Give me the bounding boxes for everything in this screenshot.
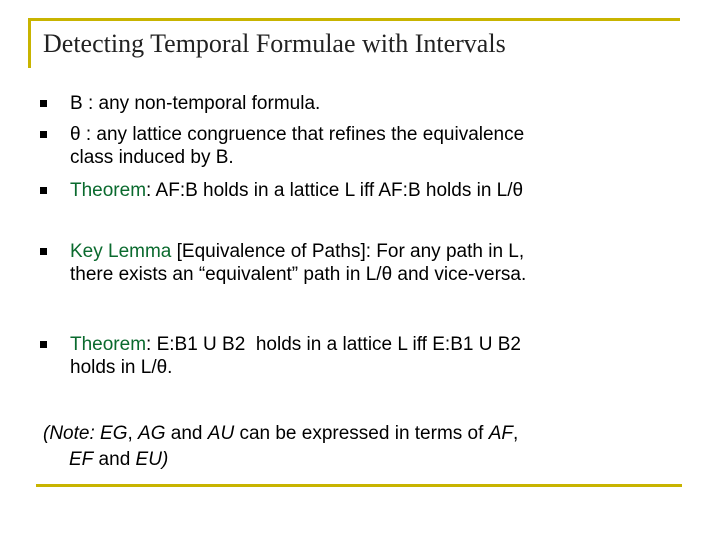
title-frame-left-rule bbox=[28, 18, 31, 68]
note-open: (Note: bbox=[43, 423, 101, 444]
lemma-statement: [Equivalence of Paths]: For any path in L, bbox=[171, 241, 525, 262]
square-bullet-icon bbox=[40, 341, 47, 348]
note-eg: EG bbox=[100, 423, 128, 444]
square-bullet-icon bbox=[40, 100, 47, 107]
lemma-statement-line2: there exists an “equivalent” path in L/θ and vice-versa. bbox=[70, 264, 527, 285]
note-au: AU bbox=[207, 423, 235, 444]
theorem-statement-line2: holds in L/θ. bbox=[70, 357, 173, 378]
square-bullet-icon bbox=[40, 187, 47, 194]
note-and: and bbox=[93, 449, 136, 470]
note-ag: AG bbox=[138, 423, 166, 444]
bullet-text bbox=[70, 123, 680, 169]
theorem-statement: : AF:B holds in a lattice L iff AF:B holds in L/θ bbox=[146, 180, 524, 201]
slide-title: Detecting Temporal Formulae with Intervals bbox=[43, 29, 506, 58]
note-line2 bbox=[43, 449, 168, 470]
note-comma: , bbox=[512, 423, 519, 444]
theorem-label: Theorem bbox=[70, 180, 147, 201]
lemma-label: Key Lemma bbox=[70, 241, 172, 262]
closing-note bbox=[43, 421, 683, 473]
note-close: ) bbox=[161, 449, 169, 470]
note-eu: EU bbox=[135, 449, 162, 470]
square-bullet-icon bbox=[40, 131, 47, 138]
note-separator: , bbox=[127, 423, 139, 444]
bullet-text bbox=[70, 92, 680, 115]
note-middle-text: can be expressed in terms of bbox=[234, 423, 489, 444]
note-af: AF bbox=[488, 423, 513, 444]
theorem-label: Theorem bbox=[70, 334, 147, 355]
bullet-text bbox=[70, 179, 680, 202]
bullet-line: θ : any lattice congruence that refines the equivalence bbox=[70, 124, 525, 145]
title-frame-top-rule bbox=[28, 18, 680, 21]
bullet-text bbox=[70, 333, 680, 379]
bottom-rule bbox=[36, 484, 682, 487]
theorem-statement: : E:B1 U B2 holds in a lattice L iff E:B1 U B2 bbox=[146, 334, 521, 355]
bullet-text bbox=[70, 240, 680, 286]
square-bullet-icon bbox=[40, 248, 47, 255]
bullet-line: class induced by B. bbox=[70, 147, 234, 168]
bullet-line: B : any non-temporal formula. bbox=[70, 93, 321, 114]
note-ef: EF bbox=[69, 449, 94, 470]
note-and: and bbox=[165, 423, 208, 444]
